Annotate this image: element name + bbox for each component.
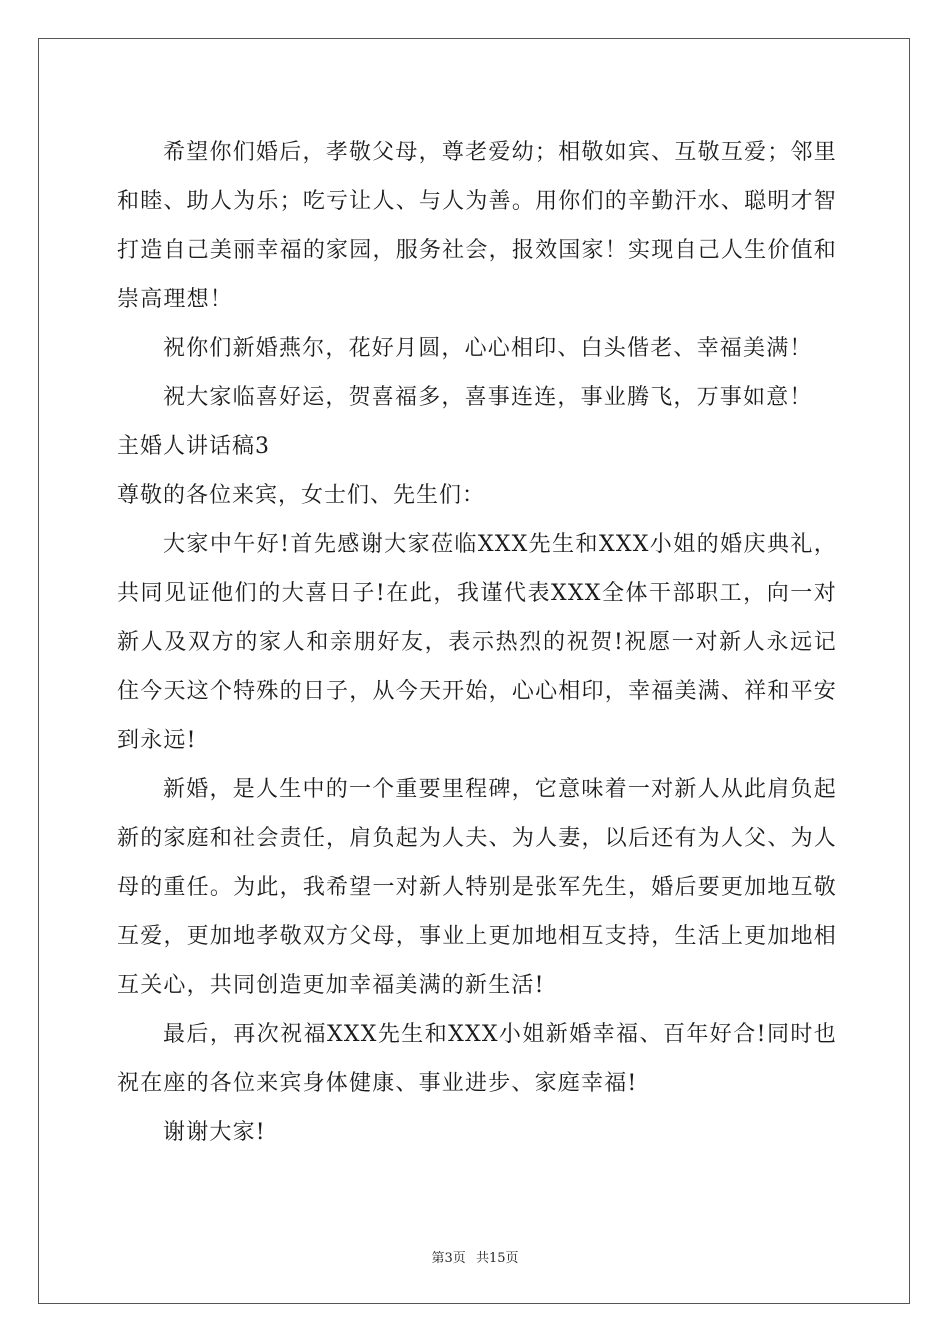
document-body (117, 128, 837, 1157)
paragraph-closing-wishes: 最后，再次祝福XXX先生和XXX小姐新婚幸福、百年好合!同时也祝在座的各位来宾身体健康、事业进步、家庭幸福! (117, 1022, 837, 1096)
total-pages: 共15页 (475, 1251, 519, 1266)
section-title: 主婚人讲话稿3 (117, 434, 270, 459)
salutation: 尊敬的各位来宾，女士们、先生们： (117, 483, 486, 508)
paragraph-welcome: 大家中午好!首先感谢大家莅临XXX先生和XXX小姐的婚庆典礼，共同见证他们的大喜日子!在此，我谨代表XXX全体干部职工，向一对新人及双方的家人和亲朋好友，表示热烈的祝贺!祝愿一对新人永远记住今天这个特殊的日子，从今天开始，心心相印，幸福美满、祥和平安到永远! (117, 532, 837, 753)
paragraph-wishes: 希望你们婚后，孝敬父母，尊老爱幼；相敬如宾、互敬互爱；邻里和睦、助人为乐；吃亏让人、与人为善。用你们的辛勤汗水、聪明才智打造自己美丽幸福的家园，服务社会，报效国家！实现自己人生价值和崇高理想！ (117, 140, 837, 312)
paragraph-thanks: 谢谢大家! (163, 1120, 266, 1145)
page-number: 第3页 (431, 1251, 466, 1266)
paragraph-blessing-couple: 祝你们新婚燕尔，花好月圆，心心相印、白头偕老、幸福美满！ (163, 336, 813, 361)
page-footer (0, 1247, 950, 1266)
paragraph-blessing-guests: 祝大家临喜好运，贺喜福多，喜事连连，事业腾飞，万事如意！ (163, 385, 813, 410)
paragraph-milestone: 新婚，是人生中的一个重要里程碑，它意味着一对新人从此肩负起新的家庭和社会责任，肩负起为人夫、为人妻，以后还有为人父、为人母的重任。为此，我希望一对新人特别是张军先生，婚后要更加地互敬互爱，更加地孝敬双方父母，事业上更加地相互支持，生活上更加地相互关心，共同创造更加幸福美满的新生活! (117, 777, 837, 998)
